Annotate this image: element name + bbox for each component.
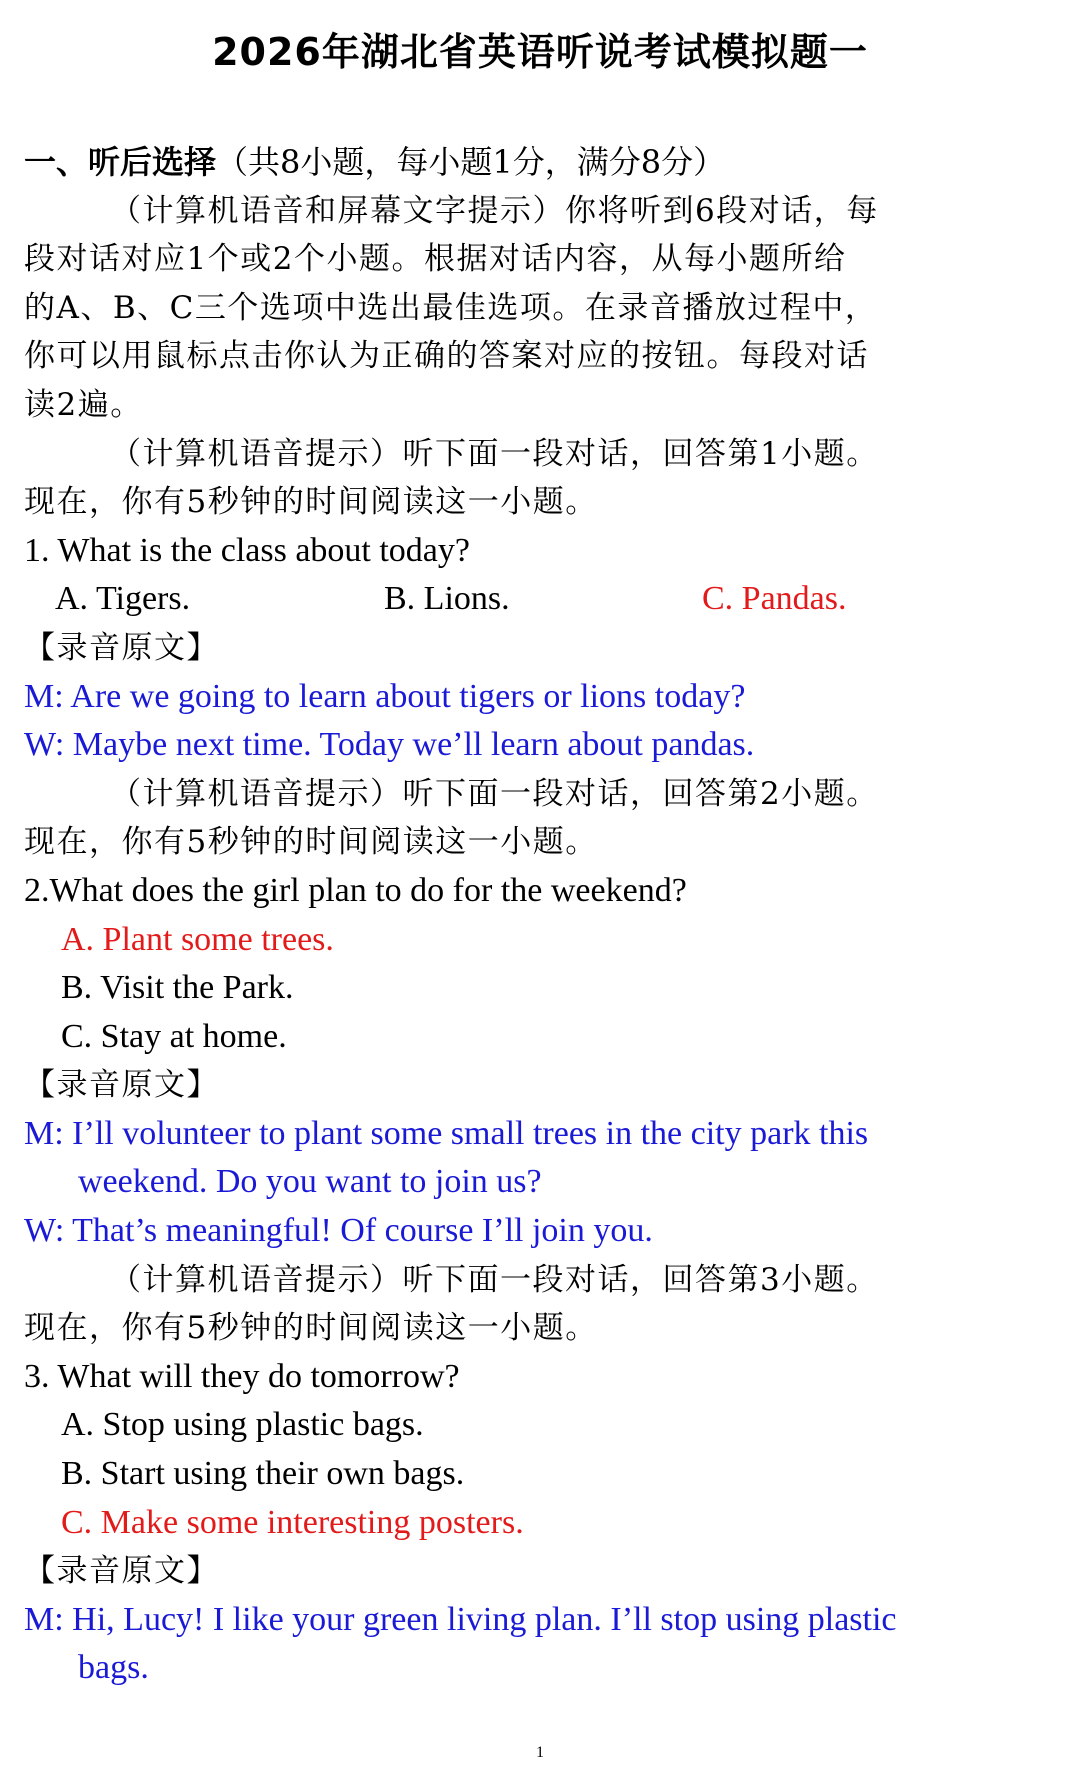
transcript-line: M: Hi, Lucy! I like your green living plan. I’ll stop using plastic — [24, 1600, 897, 1638]
option-b[interactable]: B. Lions. — [384, 580, 510, 618]
exam-content — [24, 138, 1044, 1693]
option-a-correct[interactable]: A. Plant some trees. — [61, 920, 334, 958]
question-prompt: （计算机语音提示）听下面一段对话，回答第3小题。 — [110, 1261, 879, 1298]
question-stem: 3. What will they do tomorrow? — [24, 1357, 460, 1395]
section-heading — [24, 138, 1044, 187]
question-stem: 1. What is the class about today? — [24, 531, 470, 569]
option-a[interactable]: A. Tigers. — [55, 580, 191, 618]
instruction-line: 的A、B、C三个选项中选出最佳选项。在录音播放过程中， — [24, 289, 878, 326]
option-c[interactable]: C. Stay at home. — [61, 1017, 287, 1055]
instruction-line: 读2遍。 — [24, 386, 143, 423]
transcript-label: 【录音原文】 — [24, 1067, 219, 1104]
instruction-line: 段对话对应1个或2个小题。根据对话内容，从每小题所给 — [24, 241, 847, 278]
question-prompt: 现在，你有5秒钟的时间阅读这一小题。 — [24, 484, 598, 521]
page-title: 2026年湖北省英语听说考试模拟题一 — [212, 30, 868, 74]
transcript-line: M: Are we going to learn about tigers or lions today? — [24, 677, 746, 715]
transcript-line: W: Maybe next time. Today we’ll learn about pandas. — [24, 726, 755, 764]
transcript-line: M: I’ll volunteer to plant some small trees in the city park this — [24, 1114, 869, 1152]
transcript-line-continued: bags. — [78, 1649, 149, 1687]
question-options-row — [24, 575, 1044, 624]
question-prompt: （计算机语音提示）听下面一段对话，回答第1小题。 — [110, 435, 879, 472]
question-stem: 2.What does the girl plan to do for the weekend? — [24, 871, 687, 909]
transcript-label: 【录音原文】 — [24, 629, 219, 666]
option-b[interactable]: B. Start using their own bags. — [61, 1455, 465, 1493]
option-b[interactable]: B. Visit the Park. — [61, 969, 294, 1007]
transcript-label: 【录音原文】 — [24, 1553, 219, 1590]
section-heading-label: 一、听后选择 — [24, 143, 217, 181]
option-a[interactable]: A. Stop using plastic bags. — [61, 1406, 424, 1444]
instruction-line: （计算机语音和屏幕文字提示）你将听到6段对话，每 — [110, 192, 879, 229]
instruction-line: 你可以用鼠标点击你认为正确的答案对应的按钮。每段对话 — [24, 338, 869, 375]
question-prompt: 现在，你有5秒钟的时间阅读这一小题。 — [24, 1310, 598, 1347]
question-prompt: 现在，你有5秒钟的时间阅读这一小题。 — [24, 824, 598, 861]
transcript-line: W: That’s meaningful! Of course I’ll join you. — [24, 1212, 653, 1250]
option-c-correct[interactable]: C. Make some interesting posters. — [61, 1503, 524, 1541]
option-c-correct[interactable]: C. Pandas. — [702, 580, 847, 618]
transcript-line-continued: weekend. Do you want to join us? — [78, 1163, 542, 1201]
page-number: 1 — [536, 1744, 544, 1761]
question-prompt: （计算机语音提示）听下面一段对话，回答第2小题。 — [110, 775, 879, 812]
section-heading-note: （共8小题，每小题1分，满分8分） — [216, 143, 726, 181]
